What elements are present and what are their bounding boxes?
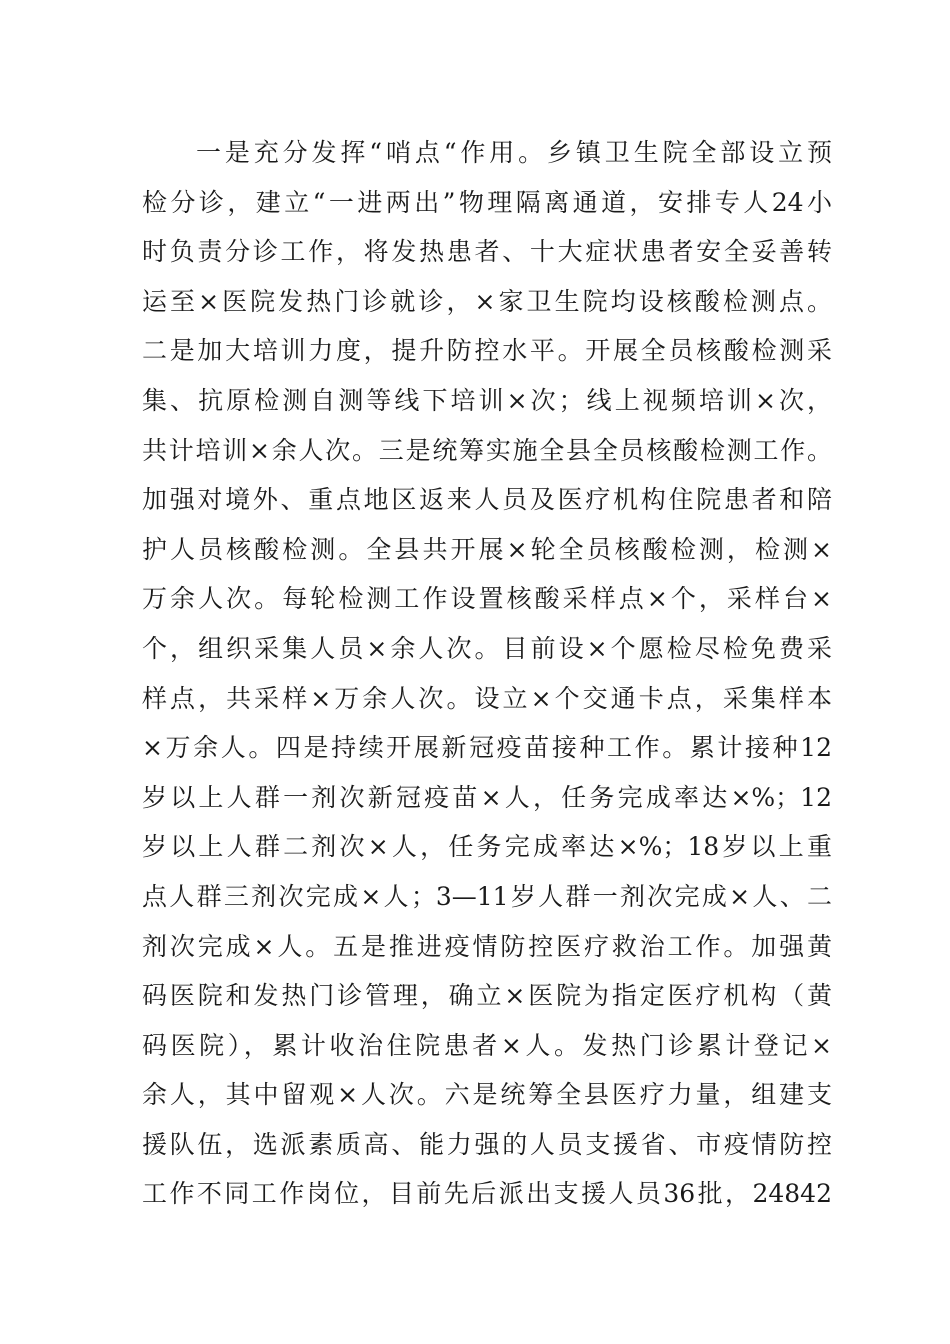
text-line: 万余人次。每轮检测工作设置核酸采样点×个，采样台× (142, 584, 832, 614)
text-line: 共计培训×余人次。三是统筹实施全县全员核酸检测工作。 (142, 435, 832, 465)
text-line: 援队伍，选派素质高、能力强的人员支援省、市疫情防控 (142, 1129, 832, 1159)
text-line: 样点，共采样×万余人次。设立×个交通卡点，采集样本 (142, 683, 832, 713)
body-paragraph (142, 128, 832, 1219)
text-line: 岁以上人群二剂次×人，任务完成率达×%；18岁以上重 (142, 832, 832, 862)
text-line: 个，组织采集人员×余人次。目前设×个愿检尽检免费采 (142, 633, 832, 663)
text-line: 护人员核酸检测。全县共开展×轮全员核酸检测，检测× (142, 534, 832, 564)
text-line: 检分诊，建立“一进两出”物理隔离通道，安排专人24小 (142, 187, 832, 217)
text-line: 工作不同工作岗位，目前先后派出支援人员36批，24842 (142, 1179, 832, 1209)
text-line: 加强对境外、重点地区返来人员及医疗机构住院患者和陪 (142, 485, 832, 515)
text-line: 点人群三剂次完成×人；3—11岁人群一剂次完成×人、二 (142, 881, 832, 911)
text-line: 一是充分发挥“哨点“作用。乡镇卫生院全部设立预 (196, 138, 832, 167)
text-line: ×万余人。四是持续开展新冠疫苗接种工作。累计接种12 (142, 733, 832, 763)
text-line: 时负责分诊工作，将发热患者、十大症状患者安全妥善转 (142, 237, 832, 267)
text-line: 剂次完成×人。五是推进疫情防控医疗救治工作。加强黄 (142, 931, 832, 961)
text-line: 运至×医院发热门诊就诊，×家卫生院均设核酸检测点。 (142, 286, 832, 316)
text-line: 码医院），累计收治住院患者×人。发热门诊累计登记× (142, 1030, 832, 1060)
text-line: 码医院和发热门诊管理，确立×医院为指定医疗机构（黄 (142, 981, 832, 1011)
text-line: 余人，其中留观×人次。六是统筹全县医疗力量，组建支 (142, 1080, 832, 1110)
text-line: 岁以上人群一剂次新冠疫苗×人，任务完成率达×%；12 (142, 782, 832, 812)
text-line: 二是加大培训力度，提升防控水平。开展全员核酸检测采 (142, 336, 832, 366)
text-line: 集、抗原检测自测等线下培训×次；线上视频培训×次， (142, 385, 832, 415)
